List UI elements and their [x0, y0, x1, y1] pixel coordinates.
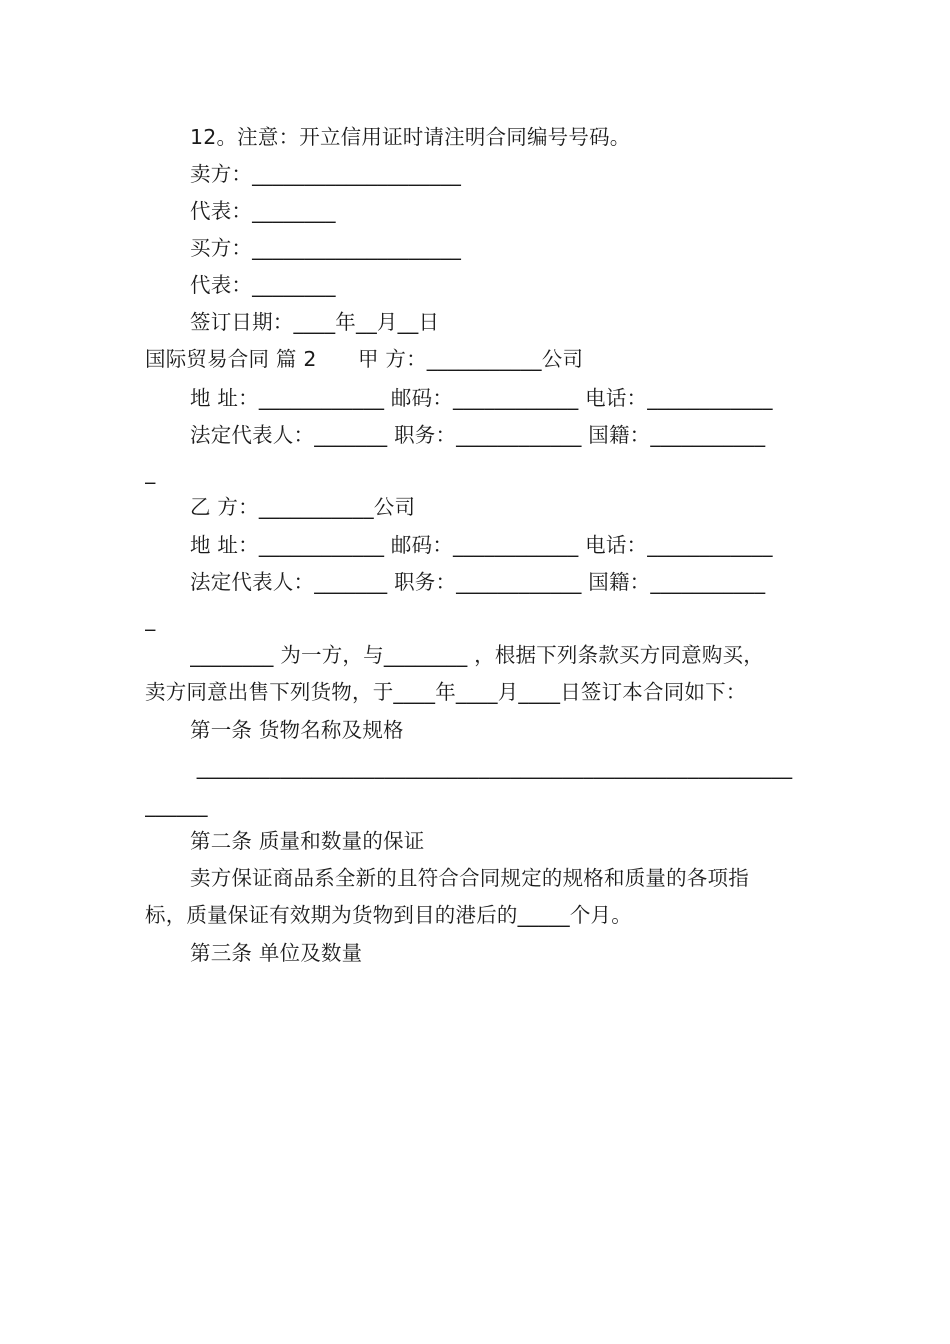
article-1-heading: 第一条 货物名称及规格 [190, 718, 404, 742]
party-b-address-line: 地 址：____________ 邮码：____________ 电话：____________ [190, 533, 773, 557]
party-b-legal-rep-line: 法定代表人：_______ 职务：____________ 国籍：___________ [190, 570, 766, 594]
article-3-heading: 第三条 单位及数量 [190, 941, 363, 965]
article-1-blank-wrap: ______ [145, 793, 208, 817]
article-2-text-line-1: 卖方保证商品系全新的且符合合同规定的规格和质量的各项指 [190, 866, 749, 890]
seller-line: 卖方：____________________ [190, 162, 462, 186]
preamble-line-2: 卖方同意出售下列货物，于____年____月____日签订本合同如下： [145, 680, 747, 704]
buyer-line: 买方：____________________ [190, 236, 462, 260]
preamble-line-1: ________ 为一方，与________ ，根据下列条款买方同意购买， [190, 643, 764, 667]
party-b-line: 乙 方：___________公司 [190, 495, 416, 519]
buyer-representative-line: 代表：________ [190, 273, 336, 297]
party-b-wrap-line: _ [145, 607, 156, 631]
party-a-legal-rep-line: 法定代表人：_______ 职务：____________ 国籍：___________ [190, 423, 766, 447]
sign-date-line: 签订日期：____年__月__日 [190, 310, 440, 334]
note-line: 12。注意：开立信用证时请注明合同编号号码。 [190, 125, 631, 149]
article-2-text-line-2: 标，质量保证有效期为货物到目的港后的_____个月。 [145, 903, 632, 927]
article-2-heading: 第二条 质量和数量的保证 [190, 829, 425, 853]
party-a-address-line: 地 址：____________ 邮码：____________ 电话：____________ [190, 386, 773, 410]
party-a-wrap-line: _ [145, 460, 156, 484]
seller-representative-line: 代表：________ [190, 199, 336, 223]
article-1-blank-line: _________________________________________________________ [190, 755, 793, 779]
contract-2-heading-line: 国际贸易合同 篇 2 甲 方：___________公司 [145, 347, 584, 371]
